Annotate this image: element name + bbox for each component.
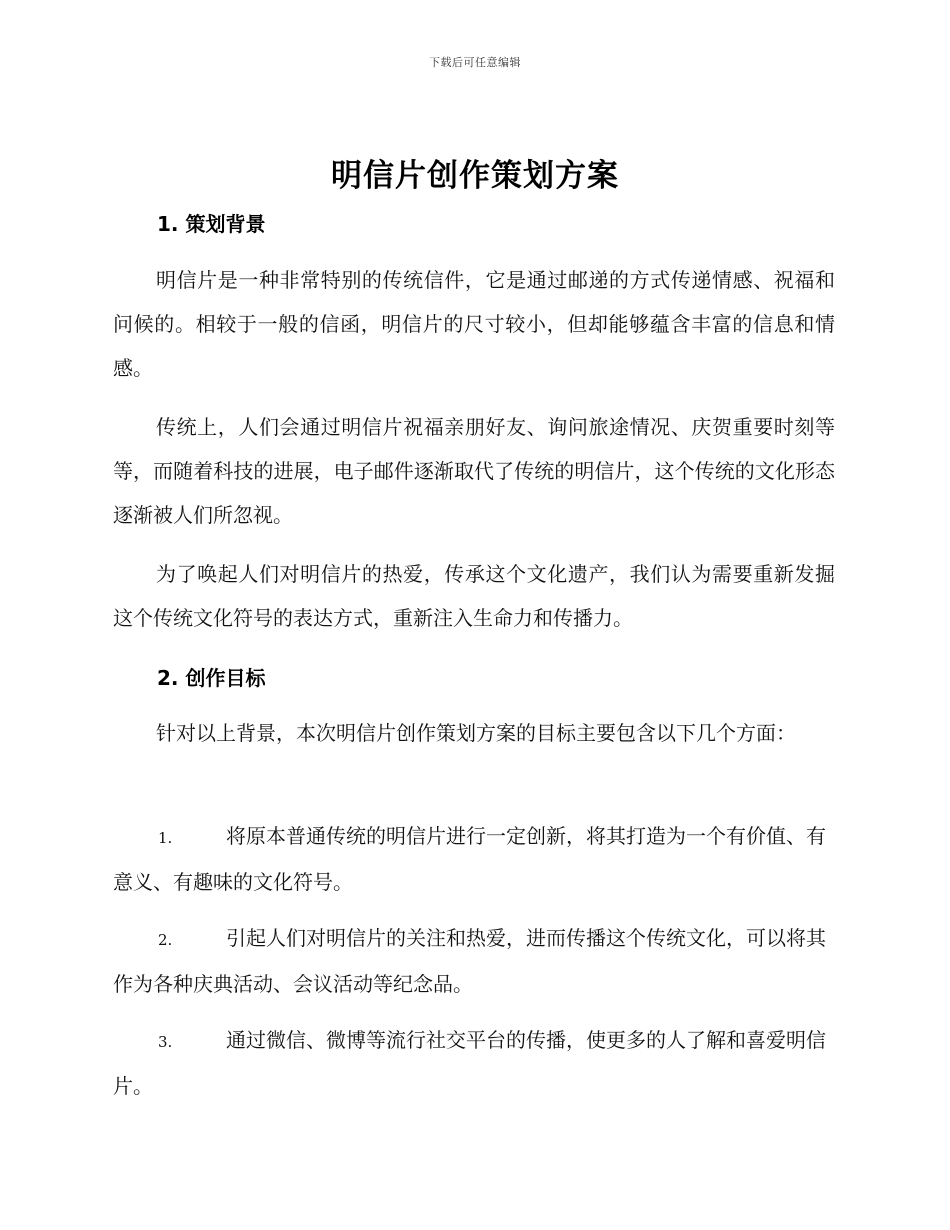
section-heading-goals: 2. 创作目标 bbox=[157, 666, 266, 690]
list-item bbox=[113, 916, 835, 1006]
paragraph: 传统上，人们会通过明信片祝福亲朋好友、询问旅途情况、庆贺重要时刻等等，而随着科技的进展，电子邮件逐渐取代了传统的明信片，这个传统的文化形态逐渐被人们所忽视。 bbox=[113, 415, 835, 527]
list-item-text: 引起人们对明信片的关注和热爱，进而传播这个传统文化，可以将其作为各种庆典活动、会议活动等纪念品。 bbox=[113, 926, 826, 996]
document-title: 明信片创作策划方案 bbox=[331, 158, 619, 194]
list-item-text: 将原本普通传统的明信片进行一定创新，将其打造为一个有价值、有意义、有趣味的文化符号。 bbox=[113, 824, 826, 894]
list-number: 2. bbox=[158, 931, 173, 949]
page-header-note: 下载后可任意编辑 bbox=[429, 56, 521, 69]
section-heading-background: 1. 策划背景 bbox=[157, 212, 266, 236]
list-item bbox=[113, 814, 835, 904]
paragraph: 针对以上背景，本次明信片创作策划方案的目标主要包含以下几个方面： bbox=[156, 721, 796, 745]
paragraph: 明信片是一种非常特别的传统信件，它是通过邮递的方式传递情感、祝福和问候的。相较于一般的信函，明信片的尺寸较小，但却能够蕴含丰富的信息和情感。 bbox=[113, 268, 835, 380]
list-number: 3. bbox=[158, 1033, 173, 1051]
list-number: 1. bbox=[158, 829, 173, 847]
list-item bbox=[113, 1018, 835, 1108]
list-item-text: 通过微信、微博等流行社交平台的传播，使更多的人了解和喜爱明信片。 bbox=[113, 1028, 826, 1098]
paragraph: 为了唤起人们对明信片的热爱，传承这个文化遗产，我们认为需要重新发掘这个传统文化符号的表达方式，重新注入生命力和传播力。 bbox=[113, 562, 835, 630]
